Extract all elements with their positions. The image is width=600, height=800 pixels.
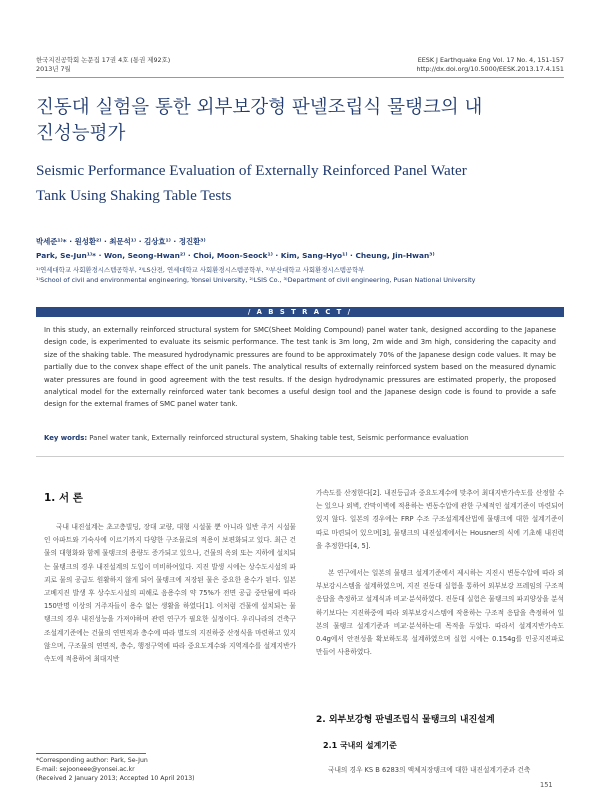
affiliations-english: ¹⁾School of civil and environmental engineering, Yonsei University, ²⁾LSIS Co., ³⁾Department of civil engineering, Pusan National University bbox=[36, 276, 476, 284]
keywords bbox=[44, 433, 556, 443]
authors-korean: 박세준¹⁾* · 원성환²⁾ · 최문석¹⁾ · 김상효¹⁾ · 정진환³⁾ bbox=[36, 237, 206, 246]
journal-date-ko: 2013년 7월 bbox=[36, 65, 71, 73]
title-english bbox=[36, 158, 564, 208]
authors-english: Park, Se-Jun¹⁾* · Won, Seong-Hwan²⁾ · Choi, Moon-Seock¹⁾ · Kim, Sang-Hyo¹⁾ · Cheung, Jin-Hwan³⁾ bbox=[36, 251, 435, 260]
section-1-heading: 1. 서 론 bbox=[44, 492, 83, 504]
abstract-text: In this study, an externally reinforced structural system for SMC(Sheet Molding Compound) panel water tank, designed according to the Japanese design code, is experimented to evaluate its seismic performance. The test tank is 3m long, 2m wide and 3m high, considering the capacity and size of the shaking table. The measured hydrodynamic pressures are found to be approximately 70% of the Japanese design code values. It may be partially due to the convex shape effect of the unit panels. The analytical results of externally reinforced system based on the measured dynamic water pressures are found in good agreement with the test results. If the design hydrodynamic pressures are estimated properly, the proposed analytical model for the externally reinforced water tank becomes a useful design tool and the Japanese design code is found to provide a safe design for the external frames of SMC panel water tank. bbox=[44, 326, 556, 409]
title-english-line1: Seismic Performance Evaluation of Externally Reinforced Panel Water bbox=[36, 162, 467, 179]
abstract-heading: / A B S T R A C T / bbox=[247, 308, 353, 316]
affiliations-korean: ¹⁾연세대학교 사회환경시스템공학부, ²⁾LS산전, 연세대학교 사회환경시스템공학부, ³⁾부산대학교 사회환경시스템공학부 bbox=[36, 266, 365, 274]
footnote bbox=[36, 756, 195, 783]
received-dates: (Received 2 January 2013; Accepted 10 April 2013) bbox=[36, 775, 195, 782]
section-1-body: 국내 내진설계는 초고층빌딩, 장대 교량, 대형 시설물 뿐 아니라 일반 주거 시설물인 아파트와 기숙사에 이르기까지 다양한 구조물로의 적용이 보편화되고 있다. 최근 건물의 대형화와 함께 물탱크의 용량도 증가되고 있으나, 건물의 옥외 또는 지하에 설치되는 물탱크의 경우 내진설계의 도입이 미비하여있다. 지진 발생 시에는 상수도시설의 파괴로 물의 공급도 원활하지 않게 되어 물탱크에 저장된 물은 중요한 용수가 된다. 일본 고베지진 발생 후 상수도시설의 피해로 음용수의 약 75%가 전면 공급 중단됨에 따라 150만명 이상의 거주자들이 용수 없는 생활을 하였다[1]. 이처럼 건물에 설치되는 물탱크의 경우 내진성능을 가져야하며 관련 연구가 필요한 실정이다. 우리나라의 건축구조설계기준에는 건물의 연면적과 층수에 따라 별도의 지진하중 산정식을 마련하고 있지 않으며, 구조물의 연면적, 층수, 행정구역에 따라 중요도계수와 지역계수를 설계지반가속도에 적용하여 최대지반 bbox=[44, 523, 296, 664]
title-korean bbox=[36, 95, 564, 147]
right-column-paragraph-1: 가속도를 산정한다[2]. 내진등급과 중요도계수에 맞추어 최대지반가속도를 산정할 수는 있으나 외벽, 칸막이벽에 적용하는 변동수압에 관한 구체적인 설계기준이 마련되어 있지 않다. 일본의 경우에는 FRP 수조 구조설계계산법에 물탱크에 대한 설계기준이 따로 마련되어 있으며[3], 물탱크의 내진설계에서는 Housner의 식에 기초해 내진력을 추정한다[4, 5]. bbox=[316, 489, 564, 550]
abstract-divider bbox=[36, 456, 564, 457]
title-english-line2: Tank Using Shaking Table Tests bbox=[36, 187, 232, 204]
title-korean-line2: 진성능평가 bbox=[36, 123, 126, 144]
corresponding-author: *Corresponding author: Park, Se-Jun bbox=[36, 757, 148, 764]
subsection-2-1-heading: 2.1 국내의 설계기준 bbox=[323, 741, 397, 750]
keywords-label: Key words: bbox=[44, 434, 88, 442]
author-email[interactable]: E-mail: sejooneee@yonsei.ac.kr bbox=[36, 766, 135, 773]
doi-link[interactable]: http://dx.doi.org/10.5000/EESK.2013.17.4.151 bbox=[416, 65, 564, 73]
page-number: 151 bbox=[540, 781, 553, 789]
section-2-heading: 2. 외부보강형 판넬조립식 물탱크의 내진설계 bbox=[316, 715, 495, 725]
subsection-2-1-body: 국내의 경우 KS B 6283의 액체저장탱크에 대한 내진설계기준과 건축 bbox=[328, 766, 531, 774]
keywords-list: Panel water tank, Externally reinforced structural system, Shaking table test, Seismic performance evaluation bbox=[89, 434, 469, 442]
title-korean-line1: 진동대 실험을 통한 외부보강형 판넬조립식 물탱크의 내 bbox=[36, 97, 483, 118]
abstract-heading-bar bbox=[36, 307, 564, 317]
footnote-rule bbox=[36, 753, 146, 754]
journal-name-en: EESK J Earthquake Eng Vol. 17 No. 4, 151-157 bbox=[417, 56, 564, 64]
header-divider bbox=[36, 77, 564, 78]
right-column-paragraph-2: 본 연구에서는 일본의 물탱크 설계기준에서 제시하는 지진시 변동수압에 따라 외부보강시스템을 설계하였으며, 지진 진동대 실험을 통하여 외부보강 프레임의 구조적 응답을 측정하고 설계식과 비교·분석하였다. 진동대 실험은 물탱크의 파괴양상을 분석하기보다는 지진하중에 따라 외부보강시스템에 작용하는 구조적 응답을 측정하여 일본의 물탱크 설계기준과 비교·분석하는데 목적을 두었다. 따라서 설계지반가속도 0.4g에서 안전성을 확보하도록 설계하였으며 실험 시에는 0.154g를 인공지진파로 만들어 사용하였다. bbox=[316, 569, 564, 657]
journal-name-ko: 한국지진공학회 논문집 17권 4호 (통권 제92호) bbox=[36, 56, 171, 64]
